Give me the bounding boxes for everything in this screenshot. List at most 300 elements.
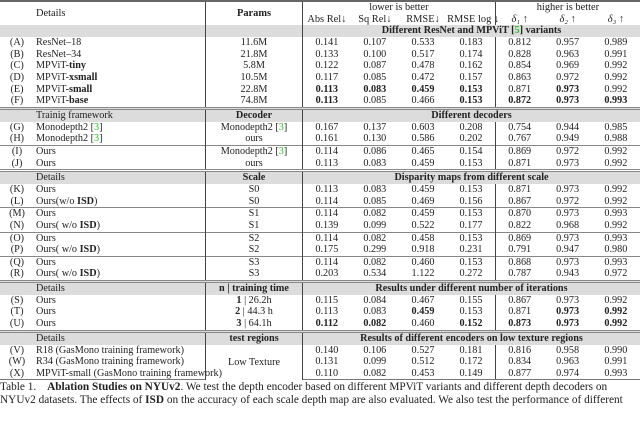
scale-value: S1 <box>206 208 303 220</box>
metric-value: 0.767 <box>508 133 532 145</box>
row-label: (E) <box>10 83 24 95</box>
metric-value: 0.459 <box>411 83 435 95</box>
section-title: Different ResNet and MPViT [5] variants <box>303 25 640 37</box>
metric-value: 0.083 <box>363 306 387 318</box>
metric-value: 0.522 <box>411 219 435 231</box>
metric-value: 0.867 <box>508 195 532 207</box>
section-header-scale <box>0 171 640 185</box>
row-label: (J) <box>11 157 23 169</box>
header-row-groups <box>0 1 640 14</box>
metric-value: 0.754 <box>508 121 532 133</box>
metric-value: 0.991 <box>604 48 628 60</box>
metric-value: 0.472 <box>411 71 435 83</box>
details-header: Details <box>34 281 206 295</box>
metric-value: 0.083 <box>363 157 387 169</box>
metric-value: 0.973 <box>544 256 592 268</box>
scale-value: S3 <box>206 256 303 268</box>
row-label: (G) <box>9 121 25 133</box>
metric-value: 0.153 <box>447 95 495 108</box>
metric-value: 0.110 <box>303 368 351 380</box>
row-details: Ours <box>36 157 56 169</box>
test-regions-header: test regions <box>206 331 303 345</box>
metric-value: 0.973 <box>556 294 580 306</box>
metric-value: 0.973 <box>544 208 592 220</box>
section-title: Disparity maps from different scale <box>303 171 640 185</box>
metric-value: 0.512 <box>411 356 435 368</box>
metric-value: 0.156 <box>447 196 495 208</box>
metric-value: 0.992 <box>592 145 640 157</box>
table-row <box>0 318 640 331</box>
table-row <box>0 196 640 208</box>
table-row <box>0 133 640 145</box>
metric-value: 0.854 <box>508 60 532 72</box>
metric-value: 0.087 <box>363 60 387 72</box>
metric-value: 0.869 <box>495 232 543 244</box>
metric-value: 0.478 <box>411 60 435 72</box>
metric-value: 0.465 <box>399 145 447 157</box>
scale-value: S1 <box>206 220 303 232</box>
metric-value: 0.969 <box>556 60 580 72</box>
metric-value: 0.140 <box>315 344 339 356</box>
metric-value: 0.972 <box>544 145 592 157</box>
scale-header: Scale <box>206 171 303 185</box>
table-row <box>0 256 640 268</box>
metric-value: 0.130 <box>363 133 387 145</box>
params-value: 22.8M <box>206 84 303 96</box>
metric-value: 0.107 <box>363 37 387 49</box>
caption-line-2: NYUv2 datasets. The effects of ISD on the accuracy of each scale depth map are also evaluated. We also test the performance of different <box>0 394 623 407</box>
scale-value: S3 <box>206 268 303 281</box>
metric-value: 0.992 <box>604 184 628 196</box>
metric-value: 0.177 <box>447 220 495 232</box>
row-details: Ours( w/o ISD) <box>36 219 100 231</box>
metric-value: 0.812 <box>508 37 532 49</box>
row-label: (W) <box>8 356 26 368</box>
metric-value: 0.533 <box>411 37 435 49</box>
metric-value: 0.603 <box>411 121 435 133</box>
metric-value: 0.586 <box>411 133 435 145</box>
metric-value: 0.973 <box>556 306 580 318</box>
metric-value: 0.113 <box>315 95 339 107</box>
params-header: Params <box>206 1 303 25</box>
table-row <box>0 95 640 108</box>
section-title: Results of different encoders on low texture regions <box>303 331 640 345</box>
iterations-time: 3 | 64.1h <box>206 318 303 331</box>
section-header-decoders <box>0 108 640 122</box>
metric-rmse-log: RMSE log ↓ <box>447 13 500 25</box>
row-label: (B) <box>10 48 24 60</box>
table-row <box>0 72 640 84</box>
metric-value: 0.174 <box>447 49 495 61</box>
metric-value: 0.153 <box>447 158 495 171</box>
metric-value: 0.863 <box>508 71 532 83</box>
metric-value: 0.082 <box>351 256 399 268</box>
metric-value: 0.980 <box>604 244 628 256</box>
metric-delta2: δ₂ ↑ <box>559 13 576 25</box>
metric-value: 0.460 <box>411 318 435 330</box>
row-label: (U) <box>9 318 25 330</box>
row-label: (D) <box>9 71 25 83</box>
metric-value: 0.082 <box>351 208 399 220</box>
metric-value: 0.958 <box>556 344 580 356</box>
row-details: Ours( w/o ISD) <box>36 244 100 256</box>
row-details: Ours(w/o ISD) <box>36 195 98 207</box>
metric-value: 0.155 <box>447 295 495 307</box>
metric-value: 0.871 <box>508 157 532 169</box>
metric-value: 0.117 <box>315 71 339 83</box>
table-row <box>0 60 640 72</box>
params-value: 10.5M <box>206 72 303 84</box>
metric-value: 0.113 <box>315 306 339 318</box>
row-details: Ours <box>34 145 206 157</box>
table-row <box>0 220 640 232</box>
metric-value: 0.868 <box>495 256 543 268</box>
metric-value: 0.299 <box>363 244 387 256</box>
row-details: Ours <box>36 306 56 318</box>
row-details: Ours <box>34 208 206 220</box>
metric-delta3: δ₃ ↑ <box>607 13 624 25</box>
metric-value: 0.873 <box>508 318 532 330</box>
metric-value: 0.989 <box>604 37 628 49</box>
metric-value: 0.973 <box>556 318 580 330</box>
metric-value: 0.871 <box>508 306 532 318</box>
decoder-value: Monodepth2 [3] <box>206 122 303 134</box>
row-label: (N) <box>9 219 25 231</box>
metric-value: 0.972 <box>556 71 580 83</box>
metric-value: 0.175 <box>315 244 339 256</box>
metric-value: 0.973 <box>544 232 592 244</box>
row-details: Ours <box>34 232 206 244</box>
section-header-low-texture <box>0 331 640 345</box>
row-label: (L) <box>10 195 24 207</box>
row-label: (M) <box>0 208 34 220</box>
metric-value: 0.963 <box>556 356 580 368</box>
metric-value: 0.453 <box>399 368 447 380</box>
row-label: (A) <box>9 37 25 49</box>
metric-value: 0.152 <box>447 318 495 331</box>
row-details: ResNet–18 <box>36 37 82 49</box>
metric-value: 0.968 <box>556 219 580 231</box>
metric-value: 1.122 <box>411 268 435 280</box>
metric-value: 0.113 <box>315 83 339 95</box>
row-label: (K) <box>9 184 25 196</box>
decoder-value: ours <box>206 158 303 171</box>
metric-value: 0.985 <box>604 121 628 133</box>
row-details: Ours <box>36 184 56 196</box>
metric-value: 0.992 <box>604 306 628 318</box>
row-details: Ours <box>36 318 56 330</box>
scale-value: S2 <box>206 244 303 256</box>
metric-value: 0.871 <box>508 184 532 196</box>
caption-line-1: Table 1. Ablation Studies on NYUv2. We test the depth encoder based on different MPViT variants and different depth decoders on <box>0 381 608 394</box>
metric-value: 0.871 <box>508 83 532 95</box>
metric-value: 0.085 <box>363 95 387 107</box>
metric-value: 0.973 <box>556 157 580 169</box>
metric-value: 0.993 <box>604 95 628 107</box>
row-label: (T) <box>10 306 24 318</box>
metric-value: 0.992 <box>604 219 628 231</box>
table-row <box>0 306 640 318</box>
metric-value: 0.992 <box>604 195 628 207</box>
metric-value: 0.153 <box>447 184 495 196</box>
row-details: Ours( w/o ISD) <box>36 268 100 280</box>
citation-link[interactable]: 5 <box>514 25 520 37</box>
table-row <box>0 145 640 157</box>
row-details: MPViT-base <box>36 95 89 107</box>
table-row <box>0 208 640 220</box>
metric-value: 0.086 <box>351 145 399 157</box>
metric-value: 0.161 <box>315 133 339 145</box>
metric-value: 0.167 <box>315 121 339 133</box>
iterations-time: 2 | 44.3 h <box>206 306 303 318</box>
metric-value: 0.202 <box>447 133 495 145</box>
metric-value: 0.459 <box>411 184 435 196</box>
table-row <box>0 184 640 196</box>
metric-value: 0.993 <box>592 256 640 268</box>
citation-link[interactable]: 3 <box>94 121 100 133</box>
details-header: Trainig framework <box>34 108 206 122</box>
metric-value: 0.872 <box>508 95 532 107</box>
metric-value: 0.272 <box>447 268 495 281</box>
metric-value: 0.114 <box>303 256 351 268</box>
metric-value: 0.181 <box>447 345 495 357</box>
table-row <box>0 158 640 171</box>
metric-value: 0.114 <box>303 208 351 220</box>
metric-value: 0.869 <box>495 145 543 157</box>
row-details: Ours <box>36 294 56 306</box>
table-row <box>0 368 640 380</box>
metric-value: 0.992 <box>604 318 628 330</box>
params-value: 21.8M <box>206 49 303 61</box>
decoder-header: Decoder <box>206 108 303 122</box>
row-label: (H) <box>9 133 25 145</box>
details-header: Details <box>34 1 206 25</box>
metric-value: 0.973 <box>556 83 580 95</box>
metric-value: 0.459 <box>411 157 435 169</box>
metric-value: 0.973 <box>556 95 580 107</box>
citation-link[interactable]: 3 <box>278 145 284 157</box>
row-label: (V) <box>9 344 25 356</box>
metric-value: 0.459 <box>411 306 435 318</box>
metric-rmse: RMSE↓ <box>406 13 440 25</box>
metric-value: 0.822 <box>508 219 532 231</box>
metric-value: 0.974 <box>544 368 592 380</box>
metric-value: 0.828 <box>508 48 532 60</box>
metric-value: 0.139 <box>315 219 339 231</box>
metric-value: 0.203 <box>315 268 339 280</box>
table-row <box>0 244 640 256</box>
decoder-value: Monodepth2 [3] <box>206 145 303 157</box>
metric-value: 0.106 <box>363 344 387 356</box>
section-title: Results under different number of iterations <box>303 281 640 295</box>
row-details: Monodepth2 [3] <box>36 121 103 133</box>
params-value: 74.8M <box>206 95 303 108</box>
metric-value: 0.100 <box>363 48 387 60</box>
row-label: (Q) <box>0 256 34 268</box>
metric-value: 0.972 <box>604 268 628 280</box>
scale-value: S2 <box>206 232 303 244</box>
metric-value: 0.972 <box>556 195 580 207</box>
row-label: (F) <box>10 95 24 107</box>
metric-value: 0.992 <box>604 71 628 83</box>
metric-value: 0.115 <box>315 294 339 306</box>
metric-value: 0.082 <box>351 232 399 244</box>
table-row <box>0 37 640 49</box>
row-details: MPViT-small <box>36 83 93 95</box>
metric-value: 0.114 <box>303 232 351 244</box>
table-row <box>0 295 640 307</box>
metric-value: 0.867 <box>508 294 532 306</box>
lower-is-better-header: lower is better <box>303 1 496 14</box>
metric-value: 0.993 <box>592 208 640 220</box>
metric-value: 0.988 <box>604 133 628 145</box>
row-details: ResNet–34 <box>36 48 82 60</box>
row-label: (P) <box>10 244 24 256</box>
metric-value: 0.459 <box>399 208 447 220</box>
metric-value: 0.992 <box>604 294 628 306</box>
metric-value: 0.816 <box>508 344 532 356</box>
metric-value: 0.131 <box>315 356 339 368</box>
metric-value: 0.085 <box>363 195 387 207</box>
metric-value: 0.957 <box>556 37 580 49</box>
row-label: (C) <box>10 60 24 72</box>
metric-value: 0.208 <box>447 122 495 134</box>
test-region-value: Low Texture <box>206 345 303 380</box>
metric-value: 0.231 <box>447 244 495 256</box>
metric-value: 0.153 <box>447 208 495 220</box>
metric-value: 0.992 <box>604 83 628 95</box>
metric-value: 0.082 <box>363 318 387 330</box>
table-caption <box>0 381 640 407</box>
metric-value: 0.944 <box>556 121 580 133</box>
metric-value: 0.990 <box>604 344 628 356</box>
metric-value: 0.791 <box>508 244 532 256</box>
n-training-time-header: n | training time <box>206 281 303 295</box>
row-label: (S) <box>10 294 24 306</box>
metric-value: 0.992 <box>604 157 628 169</box>
metric-value: 0.460 <box>399 256 447 268</box>
metric-value: 0.153 <box>447 84 495 96</box>
metric-value: 0.918 <box>411 244 435 256</box>
table-row <box>0 122 640 134</box>
params-value: 11.6M <box>206 37 303 49</box>
metric-value: 0.993 <box>592 368 640 380</box>
details-header: Details <box>34 331 206 345</box>
metric-value: 0.834 <box>508 356 532 368</box>
metric-abs-rel: Abs Rel↓ <box>307 13 347 25</box>
section-header-iterations <box>0 281 640 295</box>
metric-value: 0.083 <box>363 184 387 196</box>
metric-value: 0.949 <box>556 133 580 145</box>
row-details: R18 (GasMono training framework) <box>36 344 184 356</box>
scale-value: S0 <box>206 184 303 196</box>
metric-value: 0.083 <box>363 83 387 95</box>
metric-value: 0.973 <box>556 184 580 196</box>
metric-value: 0.113 <box>315 184 339 196</box>
row-details: Monodepth2 [3] <box>36 133 103 145</box>
row-details: MPViT-xsmall <box>36 71 98 83</box>
metric-value: 0.172 <box>447 356 495 368</box>
metric-value: 0.112 <box>315 318 339 330</box>
table-row <box>0 49 640 61</box>
metric-value: 0.099 <box>363 219 387 231</box>
metric-value: 0.141 <box>315 37 339 49</box>
row-label: (X) <box>0 368 34 380</box>
scale-value: S0 <box>206 196 303 208</box>
higher-is-better-header: higher is better <box>495 1 640 14</box>
metric-value: 0.469 <box>411 195 435 207</box>
metric-value: 0.114 <box>315 195 339 207</box>
metric-value: 0.467 <box>411 294 435 306</box>
metric-value: 0.527 <box>411 344 435 356</box>
metric-value: 0.458 <box>399 232 447 244</box>
table-row <box>0 268 640 281</box>
metric-value: 0.137 <box>363 121 387 133</box>
metric-sq-rel: Sq Rel↓ <box>358 13 392 25</box>
row-details: MPViT-tiny <box>36 60 86 72</box>
table-row <box>0 84 640 96</box>
metric-value: 0.154 <box>447 145 495 157</box>
metric-delta1: δ₁ ↑ <box>511 13 528 25</box>
metric-value: 0.114 <box>303 145 351 157</box>
metric-value: 0.870 <box>495 208 543 220</box>
metric-value: 0.943 <box>556 268 580 280</box>
table-row <box>0 345 640 357</box>
metric-value: 0.113 <box>315 157 339 169</box>
metric-value: 0.153 <box>447 232 495 244</box>
metric-value: 0.787 <box>508 268 532 280</box>
metric-value: 0.157 <box>447 72 495 84</box>
metric-value: 0.947 <box>556 244 580 256</box>
details-header: Details <box>34 171 206 185</box>
metric-value: 0.133 <box>315 48 339 60</box>
row-details: R34 (GasMono training framework) <box>36 356 184 368</box>
metric-value: 0.162 <box>447 60 495 72</box>
metric-value: 0.085 <box>363 71 387 83</box>
table-row <box>0 232 640 244</box>
metric-value: 0.992 <box>604 60 628 72</box>
row-details: Ours <box>34 256 206 268</box>
row-details: MPViT-small (GasMono training framework) <box>36 367 223 379</box>
iterations-time: 1 | 26.2h <box>206 295 303 307</box>
row-label: (R) <box>10 268 24 280</box>
metric-value: 0.963 <box>556 48 580 60</box>
metric-value: 0.183 <box>447 37 495 49</box>
metric-value: 0.517 <box>411 48 435 60</box>
metric-value: 0.534 <box>363 268 387 280</box>
metric-value: 0.153 <box>447 256 495 268</box>
metric-value: 0.099 <box>363 356 387 368</box>
metric-value: 0.084 <box>363 294 387 306</box>
metric-value: 0.877 <box>495 368 543 380</box>
citation-link[interactable]: 3 <box>278 121 284 133</box>
metric-value: 0.993 <box>592 232 640 244</box>
params-value: 5.8M <box>206 60 303 72</box>
row-label: (O) <box>0 232 34 244</box>
section-title: Different decoders <box>303 108 640 122</box>
section-header-resnet-mpvit <box>0 25 640 37</box>
decoder-value: ours <box>206 133 303 145</box>
metric-value: 0.991 <box>604 356 628 368</box>
metric-value: 0.149 <box>447 368 495 380</box>
metric-value: 0.153 <box>447 306 495 318</box>
citation-link[interactable]: 3 <box>94 133 100 145</box>
metric-value: 0.082 <box>351 368 399 380</box>
metric-value: 0.122 <box>315 60 339 72</box>
metric-value: 0.466 <box>411 95 435 107</box>
table-row <box>0 356 640 368</box>
row-label: (I) <box>0 145 34 157</box>
